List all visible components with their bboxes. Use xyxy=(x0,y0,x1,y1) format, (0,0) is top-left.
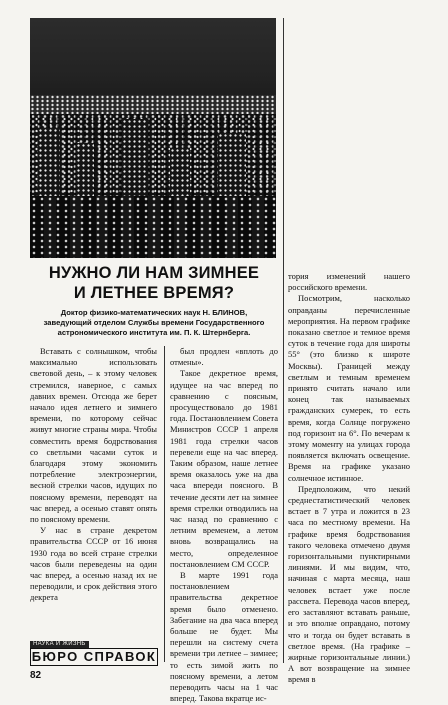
paragraph: У нас в стране декретом правительства СССР от 16 июня 1930 года во всей стране стрелки часов были переведены на один час вперед, а осенью назад их не переводили, и срок действия этого декрета xyxy=(30,525,157,603)
paragraph: был продлен «вплоть до отмены». xyxy=(170,346,278,368)
author-byline xyxy=(30,308,278,338)
article-title xyxy=(30,263,278,303)
column-divider xyxy=(164,346,165,662)
text-column-2 xyxy=(170,346,278,704)
byline-line-2: заведующий отделом Службы времени Государственного xyxy=(43,318,265,327)
magazine-name: НАУКА И ЖИЗНЬ xyxy=(30,641,89,648)
paragraph: Предположим, что некий среднестатистический человек встает в 7 утра и ложится в 23 часа по местному времени. На графике время бодрствования такого человека отмечено двумя горизонтальными пунктирными линиями. И мы видим, что, начиная с марта месяца, наш человек встает уже после рассвета. Перевода часов вперед, его заставляют вставать раньше, и это вполне оправдано, потому что и тогда он будет вставать в светлое время. (На графике – жирные горизонтальные линии.) А вот возвращение на зимнее время в xyxy=(288,483,410,685)
paragraph: В марте 1991 года постановлением правительства декретное время было отменено. Забегание на два часа вперед больше не будет. Мы перешли на систему счета времени три летнее – зимнее; то есть зимой жить по поясному времени, а летом переводить часы на 1 час вперед. Такова вкратце ис- xyxy=(170,570,278,704)
page-number: 82 xyxy=(30,670,42,681)
text-column-1 xyxy=(30,346,157,636)
column-divider xyxy=(283,18,284,663)
byline-line-1: Доктор физико-математических наук Н. БЛИНОВ, xyxy=(60,308,248,317)
title-line-2: И ЛЕТНЕЕ ВРЕМЯ? xyxy=(73,284,235,302)
text-column-3 xyxy=(288,271,410,685)
paragraph: тория изменений нашего российского времени. xyxy=(288,271,410,293)
section-name: БЮРО СПРАВОК xyxy=(31,649,157,664)
title-line-1: НУЖНО ЛИ НАМ ЗИМНЕЕ xyxy=(48,264,260,282)
section-header-box xyxy=(30,641,160,665)
paragraph: Посмотрим, насколько оправданы перечисленные мероприятия. На первом графике показано светлое и темное время суток в течение года для широты 55° (это близко к широте Москвы). Границей между светлым и темным временем принято считать начало или конец так называемых гражданских сумерек, то есть время, когда Солнце погружено под горизонт на 6°. По вечерам к этому моменту на улицах города появляется включать освещение. Время на графике указано солнечное истинное. xyxy=(288,293,410,483)
paragraph: Такое декретное время, идущее на час вперед по сравнению с поясным, просуществовало до 1981 года. Постановлением Совета Министров СССР 1 апреля 1981 года стрелки часов перевели еще на час вперед. Таким образом, наше летнее время оказалось уже на два часа впереди поясного. В течение десяти лет на зимнее время стрелки отводились на час назад по сравнению с летним временем, а летом вновь возвращались на место, определенное постановлением СМ СССР. xyxy=(170,368,278,569)
byline-line-3: астрономического института им. П. К. Штернберга. xyxy=(57,328,251,337)
paragraph: Вставать с солнышком, чтобы максимально использовать световой день, – к этому человек стремился, наверное, с самых давних времен. Отсюда же берет начало идея летнего и зимнего времени, по которому сейчас живут многие страны мира. Чтобы совместить время бодрствования со светлыми часами суток и благодаря этому экономить потребление электроэнергии, весной стрелки часов, идущих по поясному времени, переводят на час вперед, а осенью ставят опять по поясному времени. xyxy=(30,346,157,525)
night-city-photo xyxy=(30,18,276,258)
